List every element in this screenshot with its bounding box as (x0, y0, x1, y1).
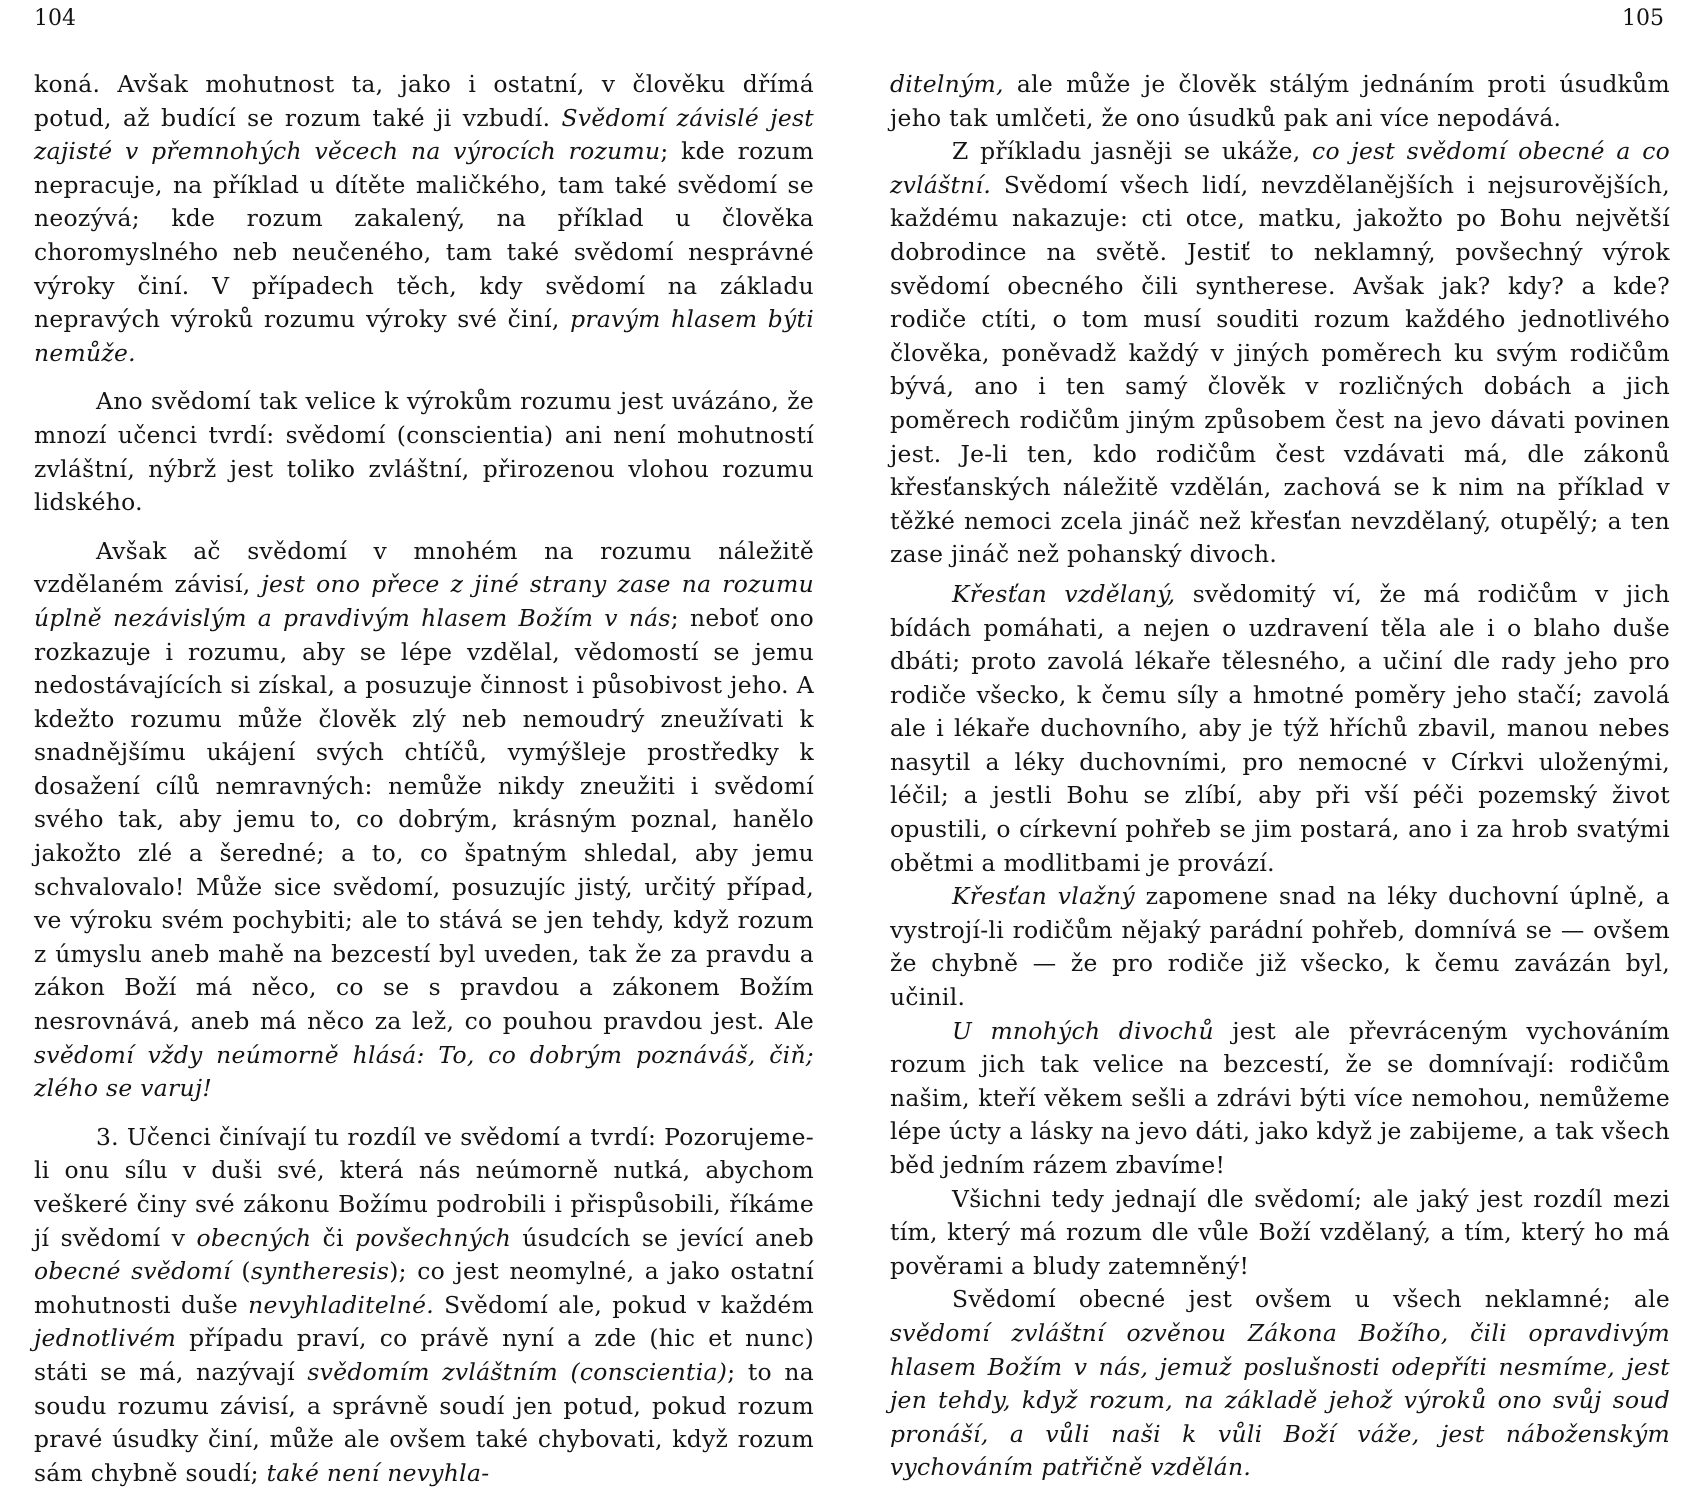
italic-text-run: obecných (196, 1223, 312, 1252)
text-run: Svědomí všech lidí, nevzdělanějších i nejsurovějších, každému nakazuje: cti otce, matku, jakožto po Bohu největší dobrodince na světě. Jestiť to neklamný, povšechný výrok svědomí obecného čili syntherese. Avšak jak? kdy? a kde? rodiče ctíti, o tom musí souditi rozum každého jednotlivého člověka, poněvadž každý v jiných poměrech ku svým rodičům bývá, ano i ten samý člověk v rozličných dobách a jich poměrech rodičům jiným způsobem čest na jevo dávati povinen jest. Je-li ten, kdo rodičům čest vzdávati má, dle zákonů křesťanských náležitě vzdělán, zachová se k nim na příklad v těžké nemoci zcela jináč než křesťan nevzdělaný, otupělý; a ten zase jináč než pohanský divoch. (890, 170, 1670, 569)
text-run: ale může je člověk stálým jednáním proti úsudkům jeho tak umlčeti, že ono úsudků pak ani více nepodává. (890, 70, 1670, 132)
right-page-text (890, 68, 1670, 1485)
text-run: Svědomí obecné jest ovšem u všech neklamné; ale (952, 1285, 1670, 1314)
italic-text-run: Svědomí závislé jest zajisté v přemnohých věcech na výrocích rozumu (34, 103, 814, 166)
right-paragraph-6 (890, 1183, 1670, 1284)
right-paragraph-3 (890, 578, 1670, 880)
text-run: ( (230, 1257, 251, 1286)
italic-text-run: povšechných (355, 1223, 512, 1252)
italic-text-run: jest ono přece z jiné strany zase na rozumu úplně nezávislým a pravdivým hlasem Božím v nás (34, 570, 814, 632)
italic-text-run: nevyhladitelné. (248, 1290, 435, 1319)
text-run: ; neboť ono rozkazuje i rozumu, aby se lépe vzdělal, vědomostí se jemu nedostávajících si získal, a posuzuje činnost i působivost jeho. A kdežto rozumu může člověk zlý neb nemoudrý zneužívati k snadnějšímu ukájení svých chtíčů, vymýšleje prostředky k dosažení cílů nemravných: nemůže nikdy zneužiti i svědomí svého tak, aby jemu to, co dobrým, krásným poznal, hanělo jakožto zlé a šeredné; a to, co špatným shledal, aby jemu schvalovalo! Může sice svědomí, posuzujíc jistý, určitý případ, ve výroku svém pochybiti; ale to stává se jen tehdy, když rozum z úmyslu aneb mahě na bezcestí byl uveden, tak že za pravdu a zákon Boží má něco, co se s pravdou a zákonem Božím nesrovnává, aneb má něco za lež, co pouhou pravdou jest. Ale (34, 603, 814, 1036)
italic-text-run: co jest svědomí obecné a co zvláštní. (890, 137, 1670, 199)
left-paragraph-2 (34, 385, 814, 519)
left-page-text (34, 68, 814, 1490)
text-run: úsudcích se jevící aneb (511, 1223, 814, 1252)
italic-text-run: svědomí zvláštní ozvěnou Zákona Božího, čili opravdivým hlasem Božím v nás, jemuž poslušnosti odepříti nesmíme, jest jen tehdy, když rozum, na základě jehož výroků ono svůj soud pronáší, a vůli naši k vůli Boží váže, jest náboženským vychováním patřičně vzdělán. (890, 1318, 1670, 1482)
right-page-number: 105 (1622, 6, 1664, 31)
text-run: ; kde rozum nepracuje, na příklad u dítěte maličkého, tam také svědomí se neozývá; kde rozum zakalený, na příklad u člověka choromyslného neb neučeného, tam také svědomí nesprávné výroky činí. V případech těch, kdy svědomí na základu nepravých výroků rozumu výroky své činí, (34, 137, 815, 334)
italic-text-run: také není nevyhla- (266, 1458, 490, 1487)
italic-text-run: pravým hlasem býti nemůže. (34, 305, 814, 367)
text-run: Svědomí ale, pokud v každém (434, 1290, 814, 1319)
text-run: svědomitý ví, že má rodičům v jich bídách pomáhati, a nejen o uzdravení těla ale i o blaho duše dbáti; proto zavolá lékaře tělesného, a učiní dle rady jeho pro rodiče všecko, k čemu síly a hmotné poměry jeho stačí; zavolá ale i lékaře duchovního, aby je týž hříchů zbavil, manou nebes nasytil a léky duchovními, pro nemocné v Církvi uloženými, léčil; a jestli Bohu se zlíbí, aby při vší péči pozemský život opustili, o církevní pohřeb se jim postará, ano i za hrob svatými obětmi a modlitbami je provází. (890, 579, 1670, 877)
italic-text-run: svědomím zvláštním (conscientia) (307, 1357, 728, 1386)
text-run: ); co jest neomylné, a jako ostatní mohutnosti duše (34, 1257, 814, 1319)
text-run: Ano svědomí tak velice k výrokům rozumu jest uvázáno, že mnozí učenci tvrdí: svědomí (conscientia) ani není mohutností zvláštní, nýbrž jest toliko zvláštní, přirozenou vlohou rozumu lidského. (34, 387, 814, 517)
text-run: ; to na soudu rozumu závisí, a správně soudí jen potud, pokud rozum pravé úsudky činí, může ale ovšem také chybovati, když rozum sám chybně soudí; (34, 1357, 815, 1487)
italic-text-run: svědomí vždy neúmorně hlásá: To, co dobrým poznáváš, čiň; zlého se varuj! (34, 1040, 814, 1103)
text-run: Z příkladu jasněji se ukáže, (952, 137, 1313, 166)
italic-text-run: syntheresis (250, 1257, 390, 1286)
italic-text-run: Křesťan vzdělaný, (952, 579, 1176, 608)
left-paragraph-3 (34, 535, 814, 1106)
text-run: Všichni tedy jednají dle svědomí; ale jaký jest rozdíl mezi tím, který má rozum dle vůle Boží vzdělaný, a tím, který ho má pověrami a bludy zatemněný! (890, 1184, 1670, 1280)
right-paragraph-2 (890, 135, 1670, 572)
text-run: případu praví, co právě nyní a zde (hic et nunc) státi se má, nazývají (34, 1324, 814, 1386)
left-page-number: 104 (34, 6, 76, 31)
right-paragraph-1 (890, 68, 1670, 135)
text-run: 3. Učenci činívají tu rozdíl ve svědomí a tvrdí: Pozorujeme-li onu sílu v duši své, která nás neúmorně nutká, abychom veškeré činy své zákonu Božímu podrobili i přispůsobili, říkáme jí svědomí v (34, 1122, 814, 1252)
right-paragraph-7 (890, 1283, 1670, 1485)
italic-text-run: jednotlivém (34, 1324, 177, 1353)
italic-text-run: ditelným, (890, 70, 1004, 98)
text-run: Avšak ač svědomí v mnohém na rozumu náležitě vzdělaném závisí, (34, 536, 814, 599)
text-run: jest ale převráceným vychováním rozum jich tak velice na bezcestí, že se domnívají: rodičům našim, kteří věkem sešli a zdrávi býti více nemohou, nemůžeme lépe úcty a lásky na jevo dáti, jako když je zabijeme, a tak všech běd jedním rázem zbavíme! (890, 1016, 1670, 1179)
italic-text-run: U mnohých divochů (952, 1016, 1214, 1045)
left-paragraph-4 (34, 1121, 814, 1491)
text-run: zapomene snad na léky duchovní úplně, a vystrojí-li rodičům nějaký parádní pohřeb, domnívá se — ovšem že chybně — že pro rodiče již všecko, k čemu zavázán byl, učinil. (890, 882, 1671, 1012)
right-paragraph-5 (890, 1015, 1670, 1183)
left-paragraph-1 (34, 68, 814, 370)
italic-text-run: obecné svědomí (34, 1257, 231, 1286)
italic-text-run: Křesťan vlažný (952, 882, 1135, 911)
text-run: či (311, 1223, 356, 1252)
text-run: koná. Avšak mohutnost ta, jako i ostatní, v člověku dřímá potud, až budící se rozum také ji vzbudí. (34, 70, 814, 132)
right-paragraph-4 (890, 880, 1670, 1014)
